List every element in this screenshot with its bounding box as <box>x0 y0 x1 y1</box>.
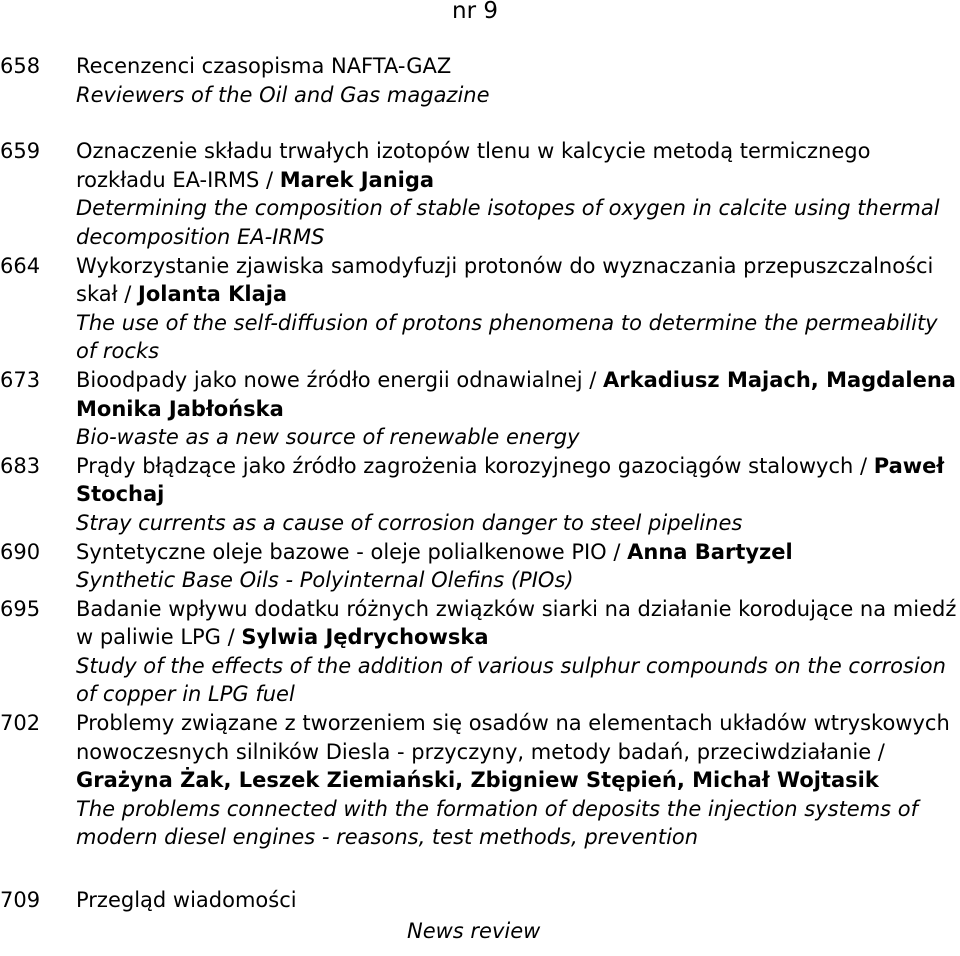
separator: / <box>871 739 885 764</box>
entry-text <box>76 366 960 452</box>
table-of-contents <box>0 52 960 945</box>
polish-title: Oznaczenie składu trwałych izotopów tlenu w kalcycie metodą termicznego rozkładu EA-IRMS <box>76 139 871 192</box>
english-title: Reviewers of the Oil and Gas magazine <box>76 82 490 107</box>
polish-title: Bioodpady jako nowe źródło energii odnawialnej <box>76 367 583 392</box>
entry-text <box>76 52 960 109</box>
page-number: 695 <box>0 596 41 621</box>
author-names: Arkadiusz Majach, Magdalena Monika Jabłońska <box>76 367 956 421</box>
english-title: Stray currents as a cause of corrosion danger to steel pipelines <box>76 510 743 535</box>
polish-title: Syntetyczne oleje bazowe - oleje polialkenowe PIO <box>76 539 607 564</box>
page-number: 659 <box>0 139 41 164</box>
entry-text <box>76 452 960 538</box>
page-number: 658 <box>0 54 41 78</box>
polish-title: Prądy błądzące jako źródło zagrożenia korozyjnego gazociągów stalowych <box>76 453 854 478</box>
separator: / <box>853 453 874 478</box>
separator: / <box>259 167 280 192</box>
english-title: Determining the composition of stable isotopes of oxygen in calcite using thermal decomposition EA-IRMS <box>76 196 940 249</box>
toc-entry <box>0 252 960 366</box>
toc-entry <box>0 886 960 945</box>
toc-entry <box>0 52 960 109</box>
page-number: 702 <box>0 711 41 736</box>
toc-entry <box>0 452 960 538</box>
english-title: News review <box>407 918 541 943</box>
issue-number: nr 9 <box>452 0 498 24</box>
page-number: 690 <box>0 539 41 564</box>
english-title: Synthetic Base Oils - Polyinternal Olefins (PIOs) <box>76 568 574 593</box>
english-title: Study of the effects of the addition of various sulphur compounds on the corrosion of copper in LPG fuel <box>76 653 946 707</box>
polish-title: Problemy związane z tworzeniem się osadów na elementach układów wtryskowych nowoczesnych silników Diesla - przyczyny, metody badań, przeciwdziałanie <box>76 711 950 764</box>
page-number: 664 <box>0 253 41 278</box>
toc-entry <box>0 538 960 595</box>
separator: / <box>606 539 628 564</box>
toc-entry <box>0 137 960 251</box>
english-title: Bio-waste as a new source of renewable energy <box>76 425 580 450</box>
toc-entry <box>0 709 960 852</box>
entry-text <box>76 252 960 366</box>
entry-text <box>76 886 960 945</box>
author-names: Sylwia Jędrychowska <box>241 625 489 650</box>
entry-text <box>76 137 960 251</box>
author-names: Grażyna Żak, Leszek Ziemiański, Zbigniew Stępień, Michał Wojtasik <box>76 768 879 793</box>
page-number: 673 <box>0 367 41 392</box>
separator: / <box>117 282 139 307</box>
toc-entry <box>0 366 960 452</box>
entry-text <box>76 709 960 852</box>
entry-text <box>76 538 960 595</box>
english-title: The use of the self-diffusion of protons phenomena to determine the permeability of rocks <box>76 310 938 364</box>
author-names: Anna Bartyzel <box>627 539 793 564</box>
author-names: Paweł Stochaj <box>76 453 945 507</box>
polish-title: Przegląd wiadomości <box>76 888 297 913</box>
english-title: The problems connected with the formation of deposits the injection systems of modern diesel engines - reasons, test methods, prevention <box>76 796 919 850</box>
separator: / <box>582 367 603 392</box>
polish-title: Wykorzystanie zjawiska samodyfuzji protonów do wyznaczania przepuszczalności skał <box>76 253 934 307</box>
separator: / <box>220 625 242 650</box>
polish-title: Badanie wpływu dodatku różnych związków siarki na działanie korodujące na miedź w paliwie LPG <box>76 596 957 650</box>
page-number: 683 <box>0 453 41 478</box>
page-number: 709 <box>0 888 41 913</box>
author-names: Marek Janiga <box>279 167 435 192</box>
entry-text <box>76 595 960 709</box>
polish-title: Recenzenci czasopisma NAFTA-GAZ <box>76 54 452 78</box>
author-names: Jolanta Klaja <box>138 282 288 307</box>
toc-entry <box>0 595 960 709</box>
